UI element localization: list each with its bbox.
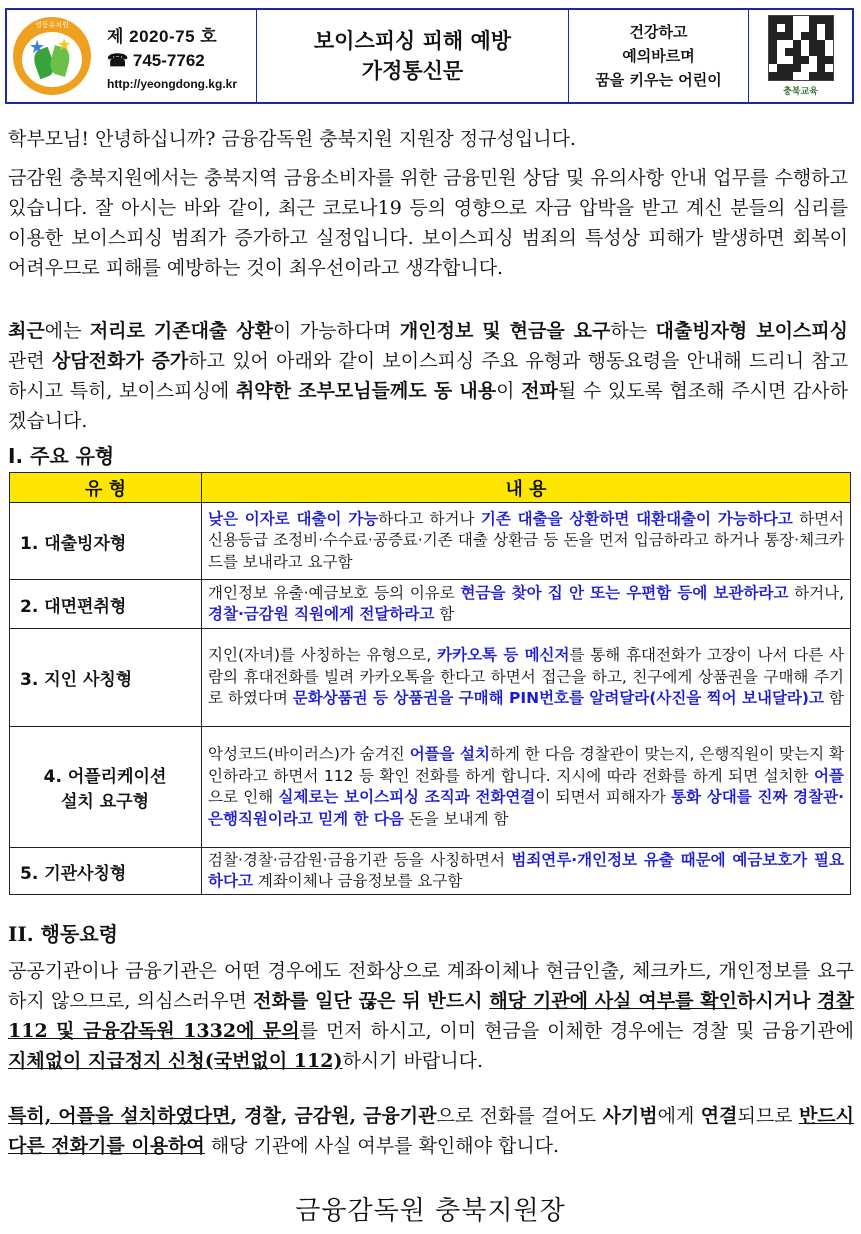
emphasis-segment: 문화상품권 등 상품권을 구매해 PIN번호를 알려달라(사진을 찍어 보내달라)고: [292, 689, 824, 708]
intro-paragraph-2: [8, 316, 848, 436]
page-subtitle: 가정통신문: [361, 59, 464, 83]
text-segment: 으로 전화를 걸어도: [436, 1105, 603, 1127]
content-cell: [202, 629, 851, 727]
types-table: [9, 472, 851, 895]
emphasis-segment: 기존 대출을 상환하면 대환대출이 가능하다고: [480, 509, 793, 528]
newsletter-header: [5, 8, 854, 104]
text-segment: 이 가능하다며: [272, 320, 400, 342]
issue-number: 제 2020-75 호: [107, 26, 218, 46]
text-segment: 돈을 보내게 함: [403, 809, 509, 828]
emphasis-segment: 통화 상대를 진짜 경찰관·은행직원이라고 믿게 한 다음: [208, 788, 844, 828]
table-row: [10, 727, 851, 848]
emphasis-segment: 연결: [700, 1105, 738, 1127]
table-row: [10, 503, 851, 580]
text-segment: 함: [823, 689, 844, 708]
motto-line: 꿈을 키우는 어린이: [595, 71, 722, 89]
greeting: 학부모님! 안녕하십니까? 금융감독원 충북지원 지원장 정규성입니다.: [8, 128, 576, 150]
emphasis-segment: 개인정보 및 현금을 요구: [399, 320, 611, 342]
school-info-cell: [7, 10, 257, 102]
type-cell: 1. 대출빙자형: [10, 503, 202, 580]
emphasis-segment: 범죄연루·개인정보 유출 때문에 예금보호가 필요하다고: [208, 850, 844, 890]
type-cell: 2. 대면편취형: [10, 580, 202, 629]
text-segment: 악성코드(바이러스)가 숨겨진: [208, 745, 410, 763]
type-cell: [10, 727, 202, 848]
underlined-segment: 특히, 어플을 설치하였다면: [8, 1105, 231, 1127]
school-logo: [13, 17, 91, 95]
table-row: [10, 629, 851, 727]
content-cell: [202, 503, 851, 580]
text-segment: 에는: [44, 320, 90, 342]
type-cell: 5. 기관사칭형: [10, 848, 202, 895]
emphasis-segment: 전파: [521, 380, 558, 402]
content-cell: [202, 580, 851, 629]
text-segment: 으로 인해: [208, 788, 279, 806]
underlined-segment: 반드시 다른 전화기를 이용하여: [8, 1105, 855, 1157]
text-segment: 하고 있어 아래와 같이 보이스피싱 주요 유형과 행동요령을 안내해 드리니 참고하시고 특히, 보이스피싱에: [8, 350, 848, 402]
text-segment: 를 통해 휴대전화가 고장이 나서 다른 사람의 휴대전화를 빌려 카카오톡을 한다고 하면서 접근을 하고, 친구에게 상품권을 구매해 주기로 하였다며: [208, 646, 845, 708]
motto-line: 건강하고: [629, 23, 688, 41]
emphasis-segment: 저리로 기존대출 상환: [89, 320, 273, 342]
emphasis-segment: 취약한 조부모님들께도 동 내용: [235, 380, 497, 402]
section-title-types: Ⅰ. 주요 유형: [8, 444, 115, 468]
motto-cell: [569, 10, 749, 102]
text-segment: 이: [496, 380, 522, 402]
text-segment: 하다고 하거나: [378, 509, 481, 528]
emphasis-segment: 경찰·금감원 직원에게 전달하라고: [208, 605, 435, 623]
text-segment: 이 되면서 피해자가: [535, 788, 672, 806]
text-segment: 하시기 바랍니다.: [342, 1050, 484, 1072]
action-paragraph-1: [8, 956, 854, 1076]
motto-line: 예의바르며: [622, 47, 695, 65]
text-segment: 계좌이체나 금융정보를 요구함: [252, 872, 463, 890]
text-segment: 에게: [657, 1105, 701, 1127]
section-title-actions: II. 행동요령: [8, 922, 118, 946]
header-content: 내 용: [202, 473, 851, 503]
intro-paragraph: 금감원 충북지원에서는 충북지역 금융소비자를 위한 금융민원 상담 및 유의사항 안내 업무를 수행하고 있습니다. 잘 아시는 바와 같이, 최근 코로나19 등의 영향으로 자금 압박을 받고 계신 분들의 심리를 이용한 보이스피싱 범죄가 증가하고 실정입니다. 보이스피싱 범죄의 특성상 피해가 발생하면 회복이 어려우므로 피해를 예방하는 것이 최우선이라고 생각합니다.: [8, 167, 848, 279]
school-url[interactable]: http://yeongdong.kg.kr: [107, 76, 237, 91]
emphasis-segment: 현금을 찾아 집 안 또는 우편함 등에 보관하라고: [460, 583, 789, 602]
logo-text: 영동유치원: [35, 21, 69, 29]
table-row: [10, 848, 851, 895]
text-segment: 지인(자녀)를 사칭하는 유형으로,: [208, 646, 438, 665]
header-type: 유 형: [10, 473, 202, 503]
text-segment: 하거나,: [788, 583, 845, 602]
emphasis-segment: 최근: [8, 320, 45, 342]
title-cell: [257, 10, 569, 102]
text-segment: 관련: [8, 350, 52, 372]
emphasis-segment: 어플을 설치: [409, 745, 490, 763]
table-header-row: [10, 473, 851, 503]
emphasis-segment: 카카오톡 등 메신저: [437, 646, 570, 665]
text-segment: 를 먼저 하시고, 이미 현금을 이체한 경우에는 경찰 및 금융기관에: [299, 1020, 854, 1042]
emphasis-segment: 사기범: [602, 1105, 658, 1127]
text-segment: 될 수 있도록 협조해 주시면 감사하겠습니다.: [8, 380, 848, 432]
text-segment: 하는: [610, 320, 656, 342]
emphasis-segment: 하시거나: [737, 990, 818, 1012]
content-cell: [202, 727, 851, 848]
text-segment: 개인정보 유출·예금보호 등의 이유로: [208, 583, 461, 602]
star-icon: ★: [57, 35, 72, 54]
underlined-segment: 지체없이 지급정지 신청(국번없이 112): [8, 1050, 343, 1072]
text-segment: 하게 한 다음 경찰관이 맞는지, 은행직원이 맞는지 확인하라고 하면서 112 등 확인 전화를 하게 합니다. 지시에 따라 전화를 하게 되면 설치한: [208, 745, 844, 785]
underlined-segment: 해당 기관에 사실 여부를 확인: [489, 990, 738, 1012]
type-line: 설치 요구형: [60, 792, 150, 812]
emphasis-segment: 낮은 이자로 대출이 가능: [208, 509, 379, 528]
text-segment: 해당 기관에 사실 여부를 확인해야 합니다.: [204, 1135, 560, 1157]
emphasis-segment: 대출빙자형 보이스피싱: [655, 320, 848, 342]
text-segment: 함: [434, 605, 455, 623]
emphasis-segment: , 경찰, 금감원, 금융기관: [230, 1105, 437, 1127]
emphasis-segment: 실제로는 보이스피싱 조직과 전화연결: [278, 788, 536, 806]
type-line: 4. 어플리케이션: [43, 767, 167, 787]
text-segment: 공공기관이나 금융기관은 어떤 경우에도 전화상으로 계좌이체나 현금인출, 체크카드, 개인정보를 요구하지 않으므로, 의심스러우면: [8, 960, 854, 1012]
table-row: [10, 580, 851, 629]
star-icon: ★: [29, 37, 46, 58]
signature: 금융감독원 충북지원장: [295, 1196, 566, 1226]
content-cell: [202, 848, 851, 895]
type-cell: 3. 지인 사칭형: [10, 629, 202, 727]
phone-number: ☎ 745-7762: [107, 50, 205, 70]
action-paragraph-2: [8, 1101, 854, 1161]
text-segment: 검찰·경찰·금감원·금융기관 등을 사칭하면서: [208, 850, 512, 869]
underlined-segment: 경찰 112 및 금융감독원 1332에 문의: [8, 990, 855, 1042]
emphasis-segment: 어플: [814, 766, 844, 785]
emphasis-segment: 전화를 일단 끊은 뒤 반드시: [253, 990, 490, 1012]
emphasis-segment: 상담전화가 증가: [51, 350, 189, 372]
qr-code-icon[interactable]: [768, 15, 834, 81]
edu-label: 충북교육: [783, 87, 818, 97]
qr-cell: [749, 10, 852, 102]
text-segment: 하면서 신용등급 조정비·수수료·공증료·기존 대출 상환금 등 돈을 먼저 입금하라고 하거나 통장·체크카드를 보내라고 요구함: [208, 509, 845, 571]
text-segment: 되므로: [737, 1105, 799, 1127]
page-title: 보이스피싱 피해 예방: [313, 29, 512, 53]
